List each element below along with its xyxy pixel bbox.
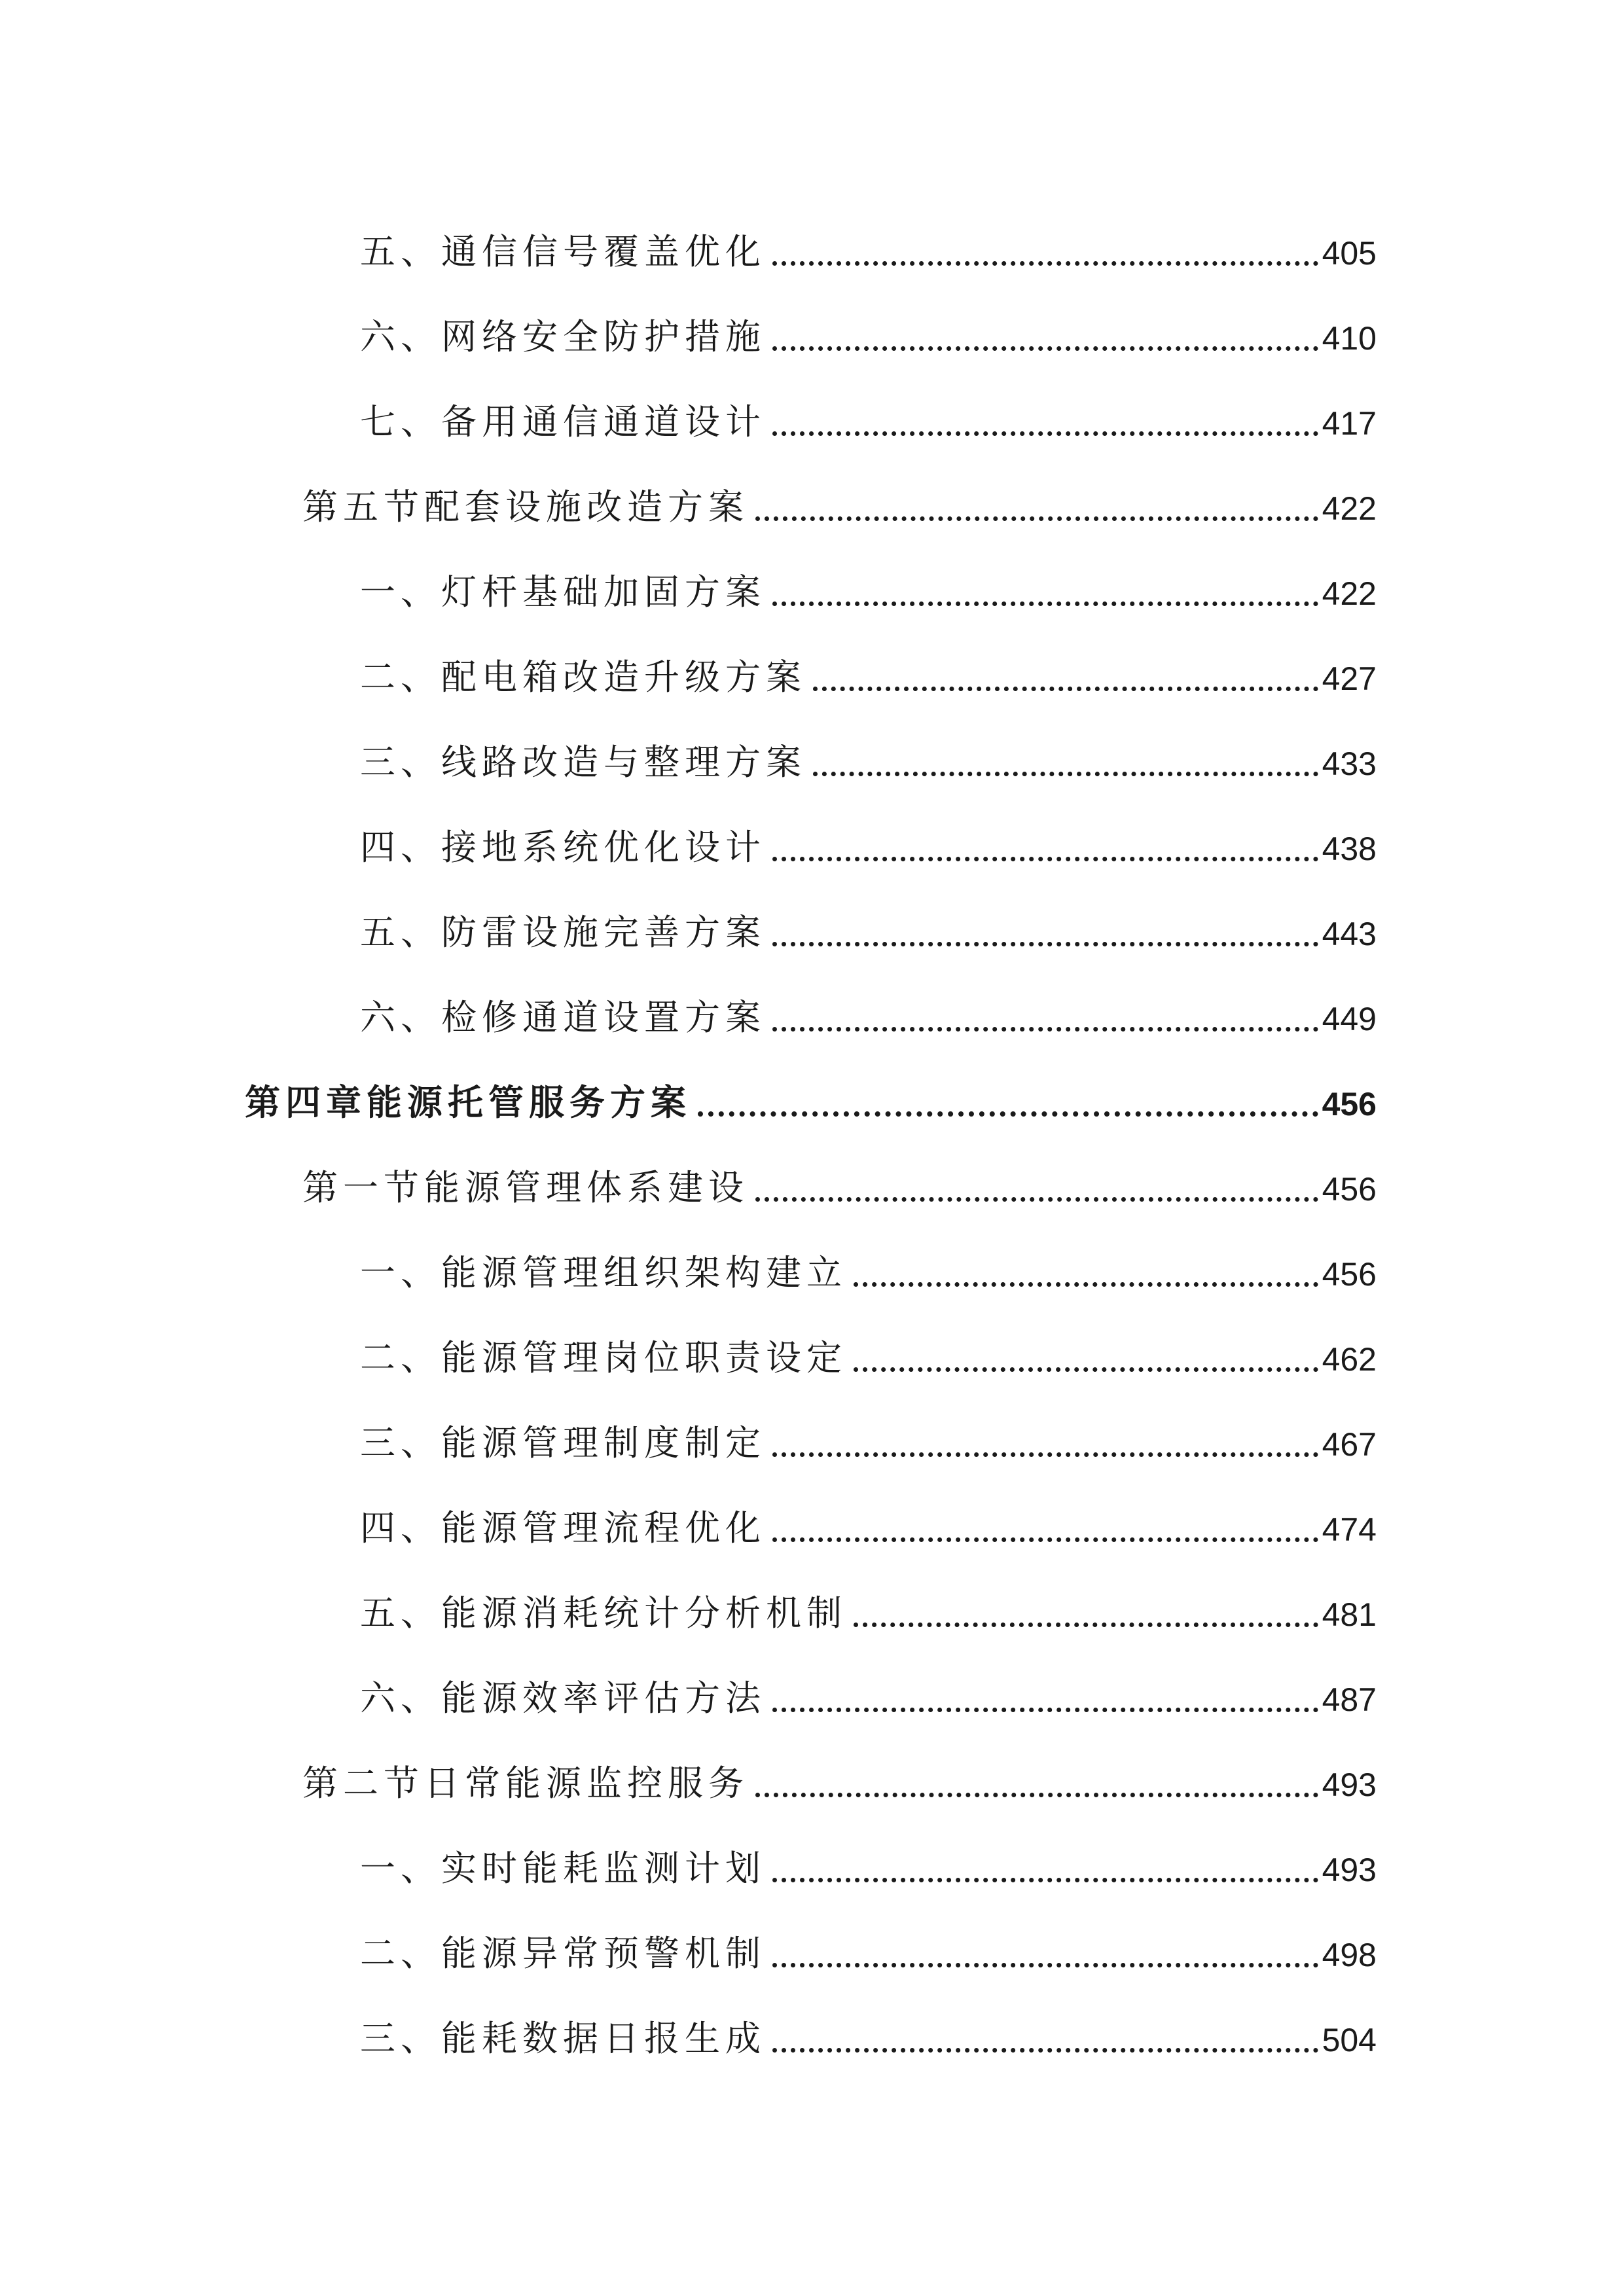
toc-entry-title: 三、能耗数据日报生成 [360, 2018, 766, 2059]
toc-entry[interactable] [360, 381, 1377, 440]
toc-leader-dots [854, 1282, 1318, 1287]
toc-entry[interactable] [360, 1912, 1377, 1974]
toc-page-number: 498 [1322, 1937, 1377, 1973]
toc-leader-dots [772, 1027, 1318, 1031]
toc-leader-dots [772, 2048, 1318, 2053]
toc-leader-dots [772, 1878, 1318, 1882]
toc-page-number: 422 [1322, 575, 1377, 612]
toc-entry-title: 五、通信信号覆盖优化 [360, 231, 766, 272]
toc-section-entry[interactable] [302, 466, 1377, 528]
toc-entry[interactable] [360, 211, 1377, 270]
toc-entry-title: 第四章能源托管服务方案 [245, 1082, 691, 1123]
toc-entry-title: 七、备用通信通道设计 [360, 401, 766, 442]
toc-entry[interactable] [360, 296, 1377, 355]
toc-page-number: 405 [1322, 235, 1377, 272]
toc-entry-title: 第五节配套设施改造方案 [302, 486, 749, 528]
toc-leader-dots [755, 1197, 1318, 1202]
toc-leader-dots [772, 942, 1318, 946]
toc-entry-title: 四、能源管理流程优化 [360, 1507, 766, 1549]
toc-leader-dots [772, 857, 1318, 861]
toc-entry-title: 二、配电箱改造升级方案 [360, 656, 806, 698]
toc-entry[interactable] [360, 1232, 1377, 1291]
toc-page-number: 481 [1322, 1596, 1377, 1633]
toc-leader-dots [772, 1708, 1318, 1712]
toc-entry[interactable] [360, 1572, 1377, 1634]
toc-entry-title: 一、能源管理组织架构建立 [360, 1252, 847, 1293]
toc-leader-dots [755, 516, 1318, 521]
toc-page-number: 493 [1322, 1852, 1377, 1888]
toc-entry-title: 二、能源异常预警机制 [360, 1933, 766, 1974]
toc-leader-dots [755, 1793, 1318, 1797]
toc-leader-dots [813, 772, 1318, 776]
toc-entry[interactable] [360, 806, 1377, 868]
toc-page-number: 493 [1322, 1767, 1377, 1803]
toc-leader-dots [854, 1367, 1318, 1372]
toc-leader-dots [772, 1537, 1318, 1542]
toc-page-number: 449 [1322, 1001, 1377, 1037]
toc-leader-dots [772, 346, 1318, 351]
toc-leader-dots [698, 1111, 1318, 1117]
toc-entry-title: 二、能源管理岗位职责设定 [360, 1337, 847, 1378]
toc-page-number: 410 [1322, 320, 1377, 357]
toc-entry-title: 六、能源效率评估方法 [360, 1677, 766, 1719]
toc-entry[interactable] [360, 891, 1377, 953]
toc-page-number: 427 [1322, 660, 1377, 697]
toc-page-number: 467 [1322, 1426, 1377, 1463]
toc-leader-dots [813, 687, 1318, 691]
toc-entry[interactable] [360, 551, 1377, 613]
toc-page-number: 474 [1322, 1511, 1377, 1548]
toc-page-number: 438 [1322, 831, 1377, 867]
toc-page-number: 456 [1322, 1171, 1377, 1208]
toc-page-number: 462 [1322, 1341, 1377, 1378]
toc-leader-dots [854, 1623, 1318, 1627]
toc-leader-dots [772, 431, 1318, 436]
toc-page-number: 422 [1322, 490, 1377, 527]
toc-entry-title: 六、检修通道设置方案 [360, 997, 766, 1038]
toc-entry-title: 三、线路改造与整理方案 [360, 742, 806, 783]
toc-page-number: 487 [1322, 1681, 1377, 1718]
toc-leader-dots [772, 261, 1318, 266]
toc-entry[interactable] [360, 1487, 1377, 1549]
toc-leader-dots [772, 1452, 1318, 1457]
toc-entry-title: 六、网络安全防护措施 [360, 316, 766, 357]
toc-entry-title: 四、接地系统优化设计 [360, 827, 766, 868]
toc-entry[interactable] [360, 1402, 1377, 1461]
toc-section-entry[interactable] [302, 1147, 1377, 1206]
toc-entry-title: 第一节能源管理体系建设 [302, 1167, 749, 1208]
toc-page-number: 456 [1322, 1256, 1377, 1293]
toc-entry-title: 一、灯杆基础加固方案 [360, 571, 766, 613]
toc-chapter-entry[interactable] [245, 1062, 1377, 1121]
toc-entry-title: 五、能源消耗统计分析机制 [360, 1592, 847, 1634]
toc-entry-title: 第二节日常能源监控服务 [302, 1763, 749, 1804]
toc-entry[interactable] [360, 1657, 1377, 1719]
toc-entry[interactable] [360, 1827, 1377, 1889]
toc-page-number: 417 [1322, 405, 1377, 442]
toc-entry-title: 三、能源管理制度制定 [360, 1422, 766, 1463]
toc-leader-dots [772, 601, 1318, 606]
toc-page-number: 456 [1322, 1086, 1377, 1122]
toc-entry-title: 五、防雷设施完善方案 [360, 912, 766, 953]
toc-entry[interactable] [360, 1998, 1377, 2059]
toc-page-number: 433 [1322, 745, 1377, 782]
toc-leader-dots [772, 1963, 1318, 1967]
toc-section-entry[interactable] [302, 1742, 1377, 1804]
toc-entry[interactable] [360, 977, 1377, 1038]
toc-page-number: 443 [1322, 916, 1377, 952]
toc-entry-title: 一、实时能耗监测计划 [360, 1848, 766, 1889]
toc-entry[interactable] [360, 1317, 1377, 1376]
toc-page-number: 504 [1322, 2022, 1377, 2058]
toc-entry[interactable] [360, 721, 1377, 783]
toc-entry[interactable] [360, 636, 1377, 698]
